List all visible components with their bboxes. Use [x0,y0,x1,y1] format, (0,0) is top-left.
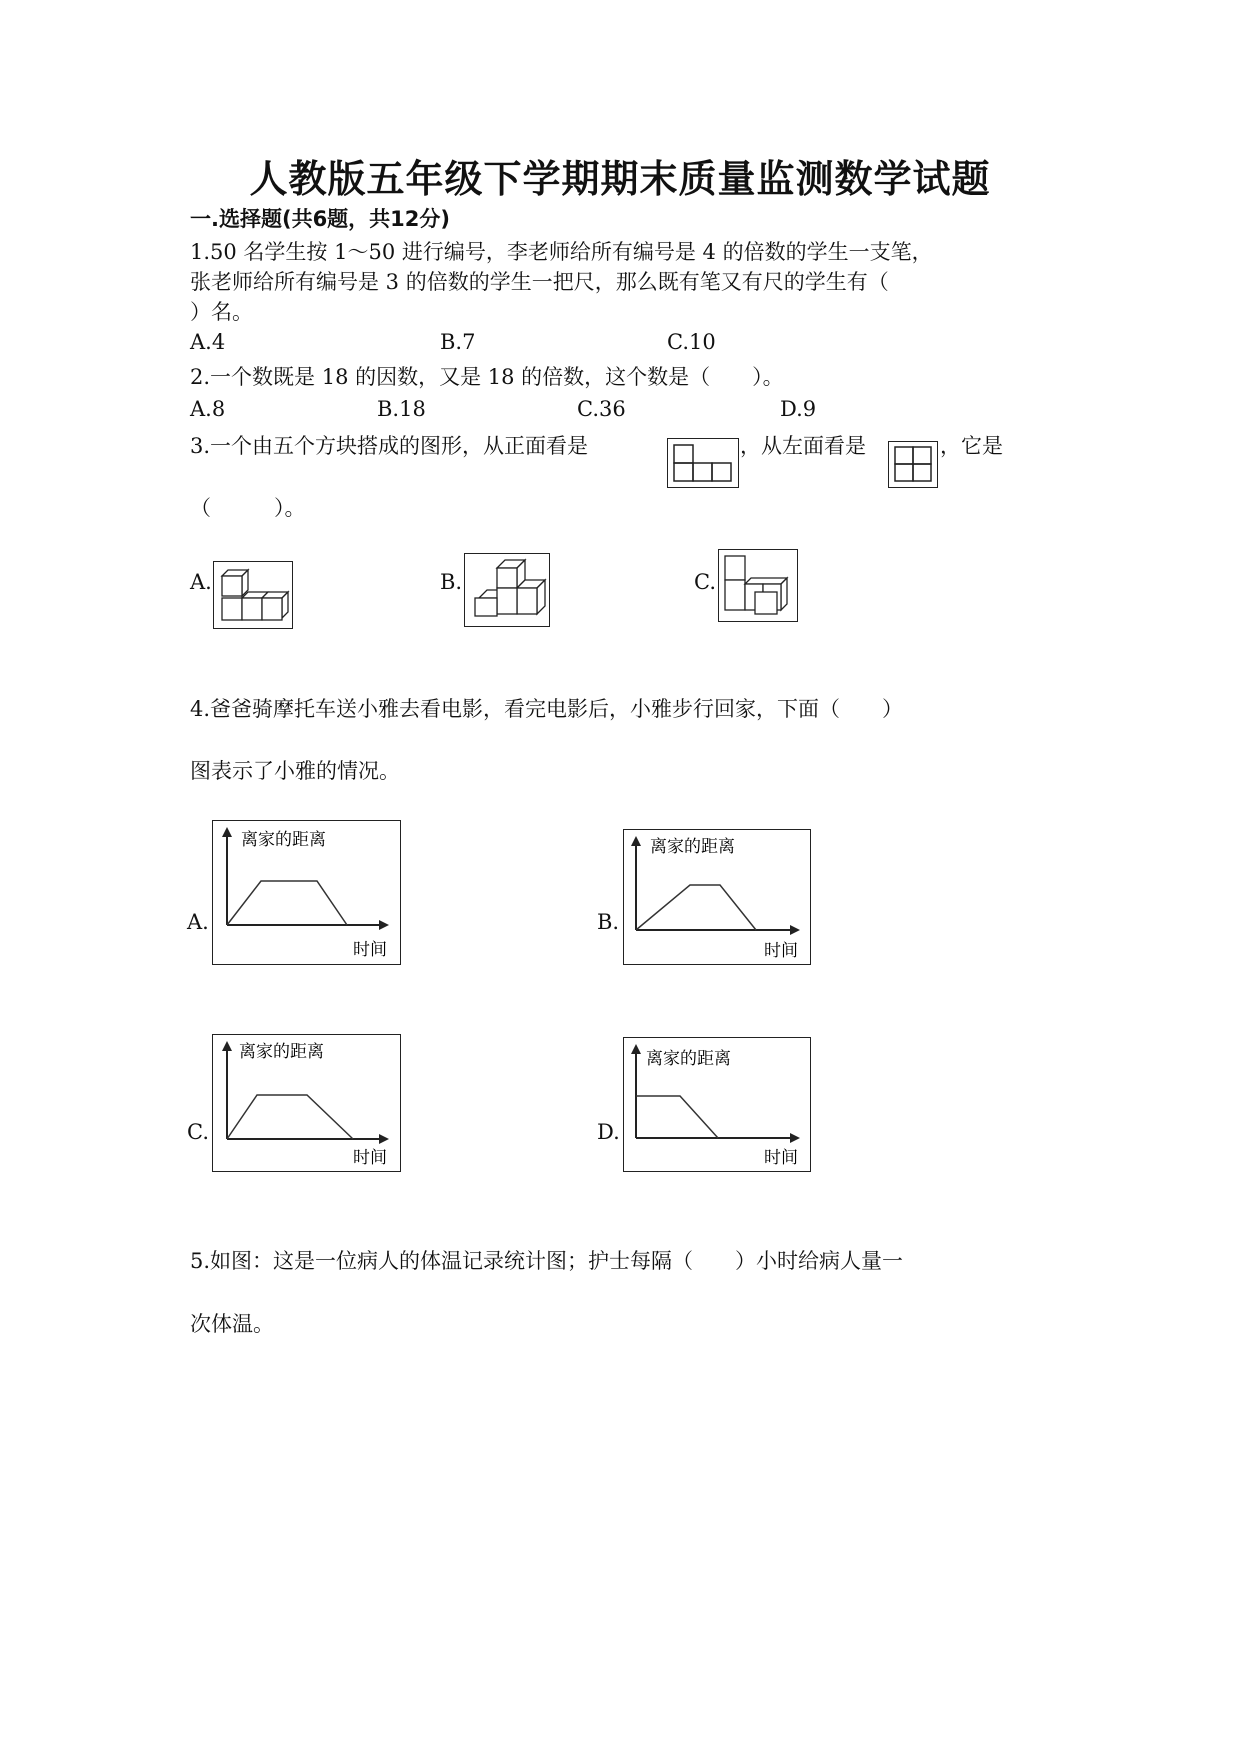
q2-option-c: C.36 [577,397,626,421]
q4-graph-a-ylabel: 离家的距离 [241,830,326,850]
q4-option-b-label: B. [597,910,620,934]
q1-option-c: C.10 [667,330,716,354]
section-heading: 一.选择题(共6题，共12分) [190,207,451,231]
q2-option-b: B.18 [377,397,426,421]
page-title: 人教版五年级下学期期末质量监测数学试题 [249,157,991,201]
q4-option-a-label: A. [187,910,209,934]
q3-option-c-figure [718,549,798,622]
q3-part1: 3.一个由五个方块搭成的图形，从正面看是 [190,434,589,458]
q1-option-a: A.4 [190,330,226,354]
q4-graph-a [212,820,401,965]
q3-part3: ，它是 [940,434,1003,458]
q4-graph-d-ylabel: 离家的距离 [646,1049,731,1069]
q4-graph-c-xlabel: 时间 [353,1148,387,1168]
q3-part2: ，从左面看是 [740,434,866,458]
q3-option-c-label: C. [694,570,716,594]
q1-line2: 张老师给所有编号是 3 的倍数的学生一把尺，那么既有笔又有尺的学生有（ [190,270,889,294]
q4-option-d-label: D. [597,1120,620,1144]
q4-graph-b [623,829,811,965]
q4-line1: 4.爸爸骑摩托车送小雅去看电影，看完电影后，小雅步行回家，下面（ ） [190,697,904,721]
q1-line1: 1.50 名学生按 1～50 进行编号，李老师给所有编号是 4 的倍数的学生一支笔， [190,240,933,264]
q4-line2: 图表示了小雅的情况。 [190,759,400,783]
q4-graph-c-ylabel: 离家的距离 [239,1042,324,1062]
q2-option-d: D.9 [780,397,817,421]
q1-option-b: B.7 [440,330,476,354]
q4-graph-c [212,1034,401,1172]
q4-graph-d-xlabel: 时间 [764,1148,798,1168]
q4-graph-d [623,1037,811,1172]
q2-text: 2.一个数既是 18 的因数，又是 18 的倍数，这个数是（ ）。 [190,365,784,389]
q5-line1: 5.如图：这是一位病人的体温记录统计图；护士每隔（ ）小时给病人量一 [190,1249,904,1273]
q2-option-a: A.8 [190,397,226,421]
q3-option-a-figure [213,561,293,629]
q3-line2: （ ）。 [190,496,306,520]
q3-option-b-figure [464,553,550,627]
q4-option-c-label: C. [187,1120,209,1144]
q4-graph-b-ylabel: 离家的距离 [650,837,735,857]
q3-option-b-label: B. [440,570,463,594]
q4-graph-b-xlabel: 时间 [764,941,798,961]
front-view-figure [667,438,739,488]
q1-line3: ）名。 [190,300,253,324]
left-view-figure [888,441,938,488]
q3-option-a-label: A. [190,570,212,594]
q5-line2: 次体温。 [190,1312,274,1336]
q4-graph-a-xlabel: 时间 [353,940,387,960]
